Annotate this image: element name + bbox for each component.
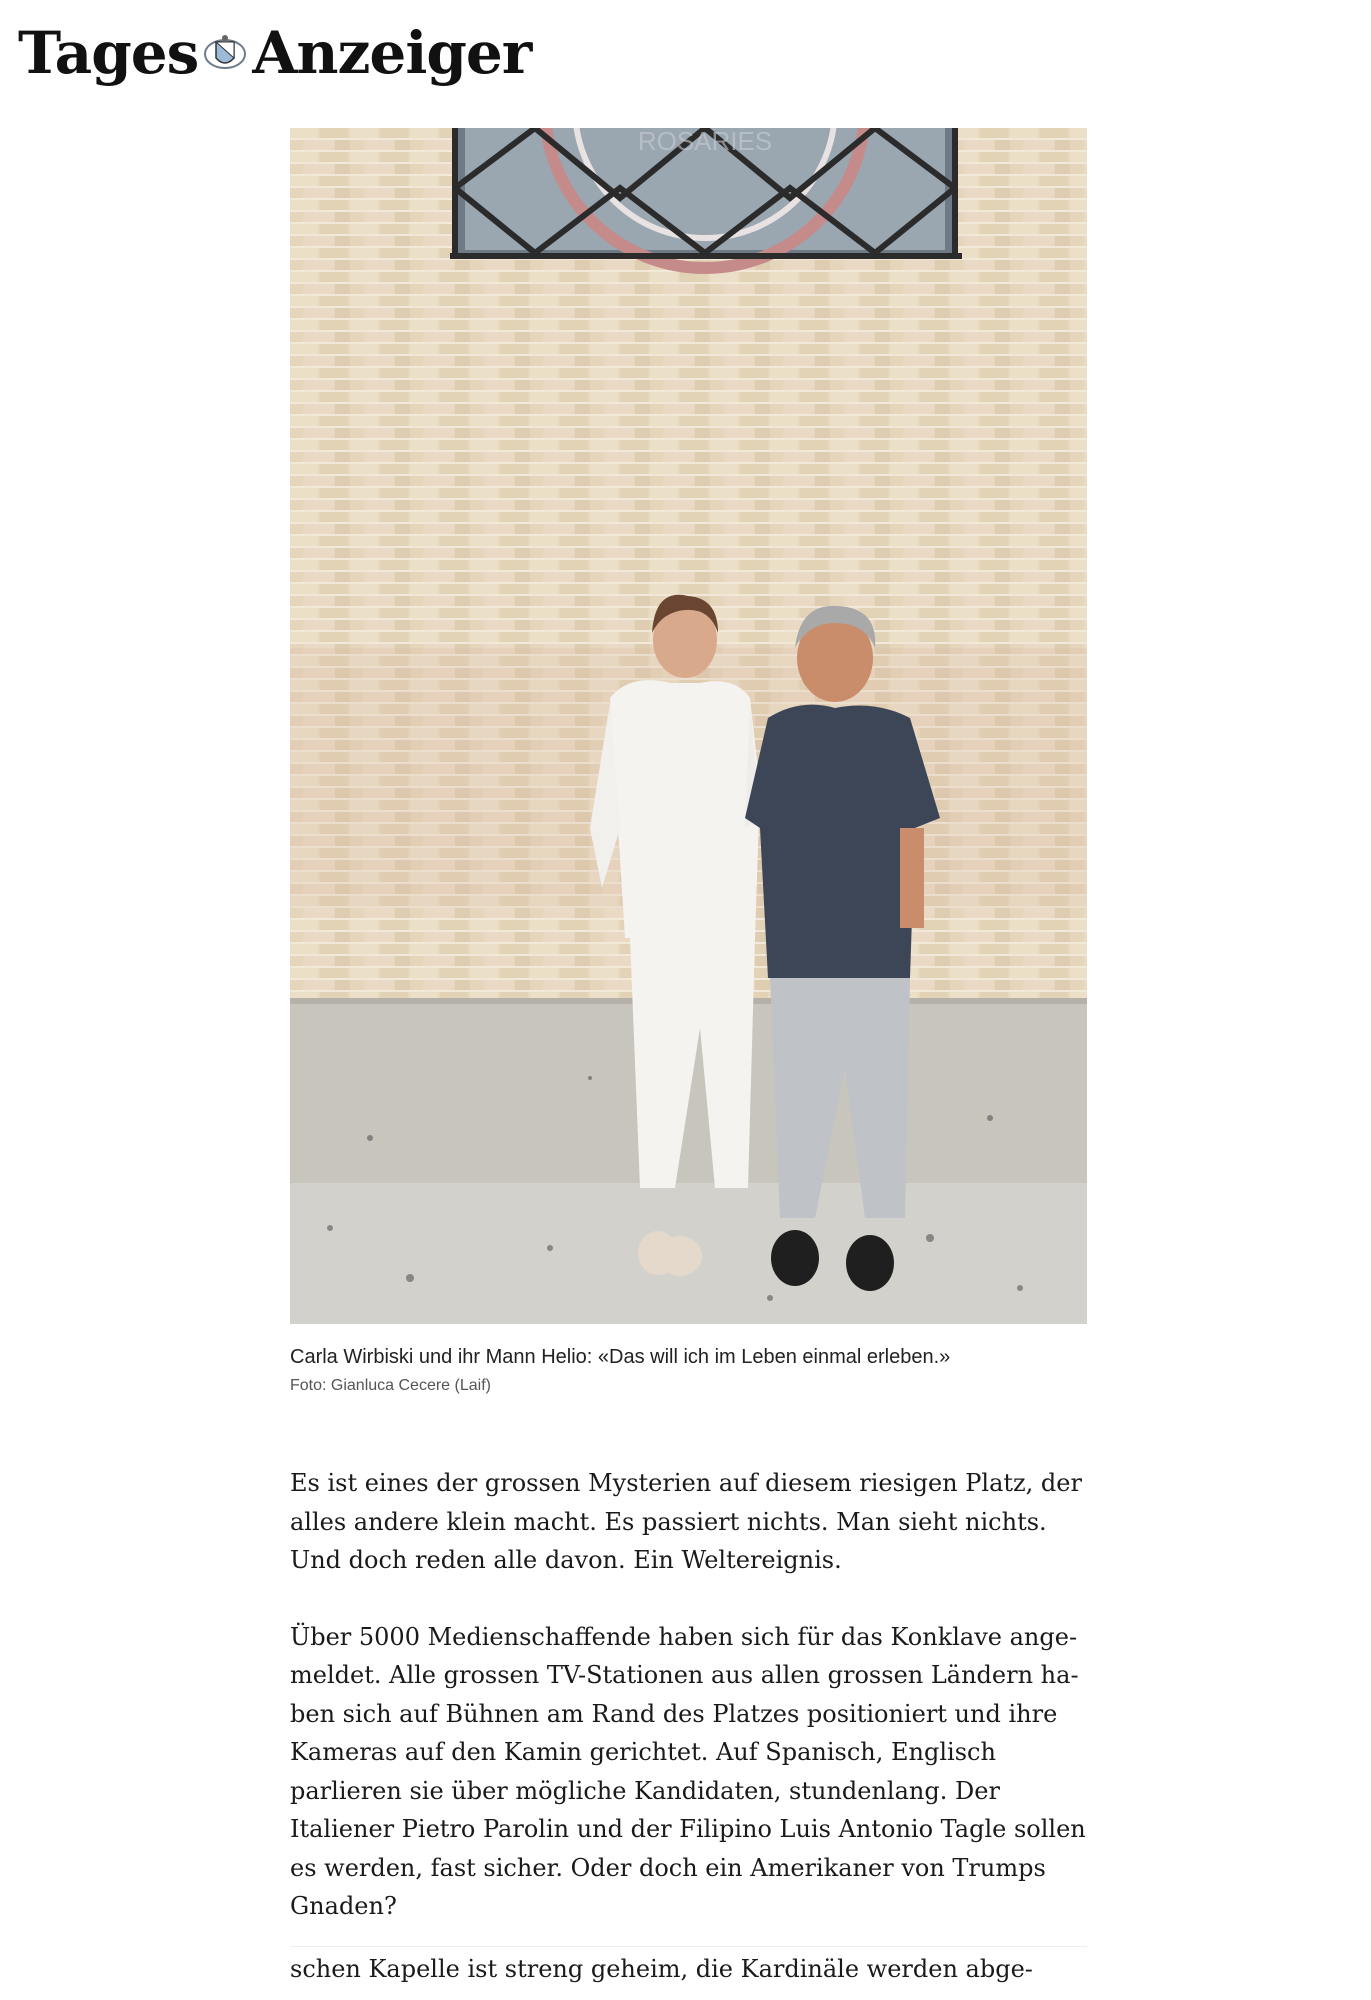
photo-couple-at-wall	[290, 128, 1087, 1324]
article-paragraph-cut: schen Kapelle ist streng geheim, die Kardinäle werden abge-	[290, 1955, 1033, 1983]
site-header	[0, 0, 1371, 110]
section-divider	[290, 1946, 1087, 1947]
article-photo[interactable]	[290, 128, 1087, 1324]
logo-word-left: Tages	[18, 19, 199, 87]
article-paragraph: Es ist eines der grossen Mysterien auf diesem riesigen Platz, der alles andere klein macht. Es passiert nichts. Man sieht nichts. Und doch reden alle davon. Ein Weltereignis.	[290, 1469, 1082, 1574]
article-body	[290, 1464, 1090, 1964]
caption-text: Carla Wirbiski und ihr Mann Helio: «Das will ich im Leben einmal erleben.»	[290, 1346, 951, 1368]
caption-credit: Foto: Gianluca Cecere (Laif)	[290, 1377, 491, 1394]
logo-word-right: Anzeiger	[252, 19, 532, 87]
article-paragraph: Über 5000 Medienschaffende haben sich für das Konklave angemeldet. Alle grossen TV-Stationen aus allen grossen Ländern haben sich auf Bühnen am Rand des Platzes positioniert und ihre Kameras auf den Kamin gerichtet. Auf Spanisch, Englisch parlieren sie über mögliche Kandidaten, stundenlang. Der Italiener Pietro Parolin und der Filipino Luis Antonio Tagle sollen es werden, fast sicher. Oder doch ein Amerikaner von Trumps Gnaden?	[290, 1622, 1086, 1920]
zurich-crest-icon	[202, 30, 248, 76]
photo-caption	[290, 1342, 1110, 1400]
sign-text: ROSARIES	[637, 128, 773, 156]
site-logo[interactable]	[18, 18, 531, 88]
